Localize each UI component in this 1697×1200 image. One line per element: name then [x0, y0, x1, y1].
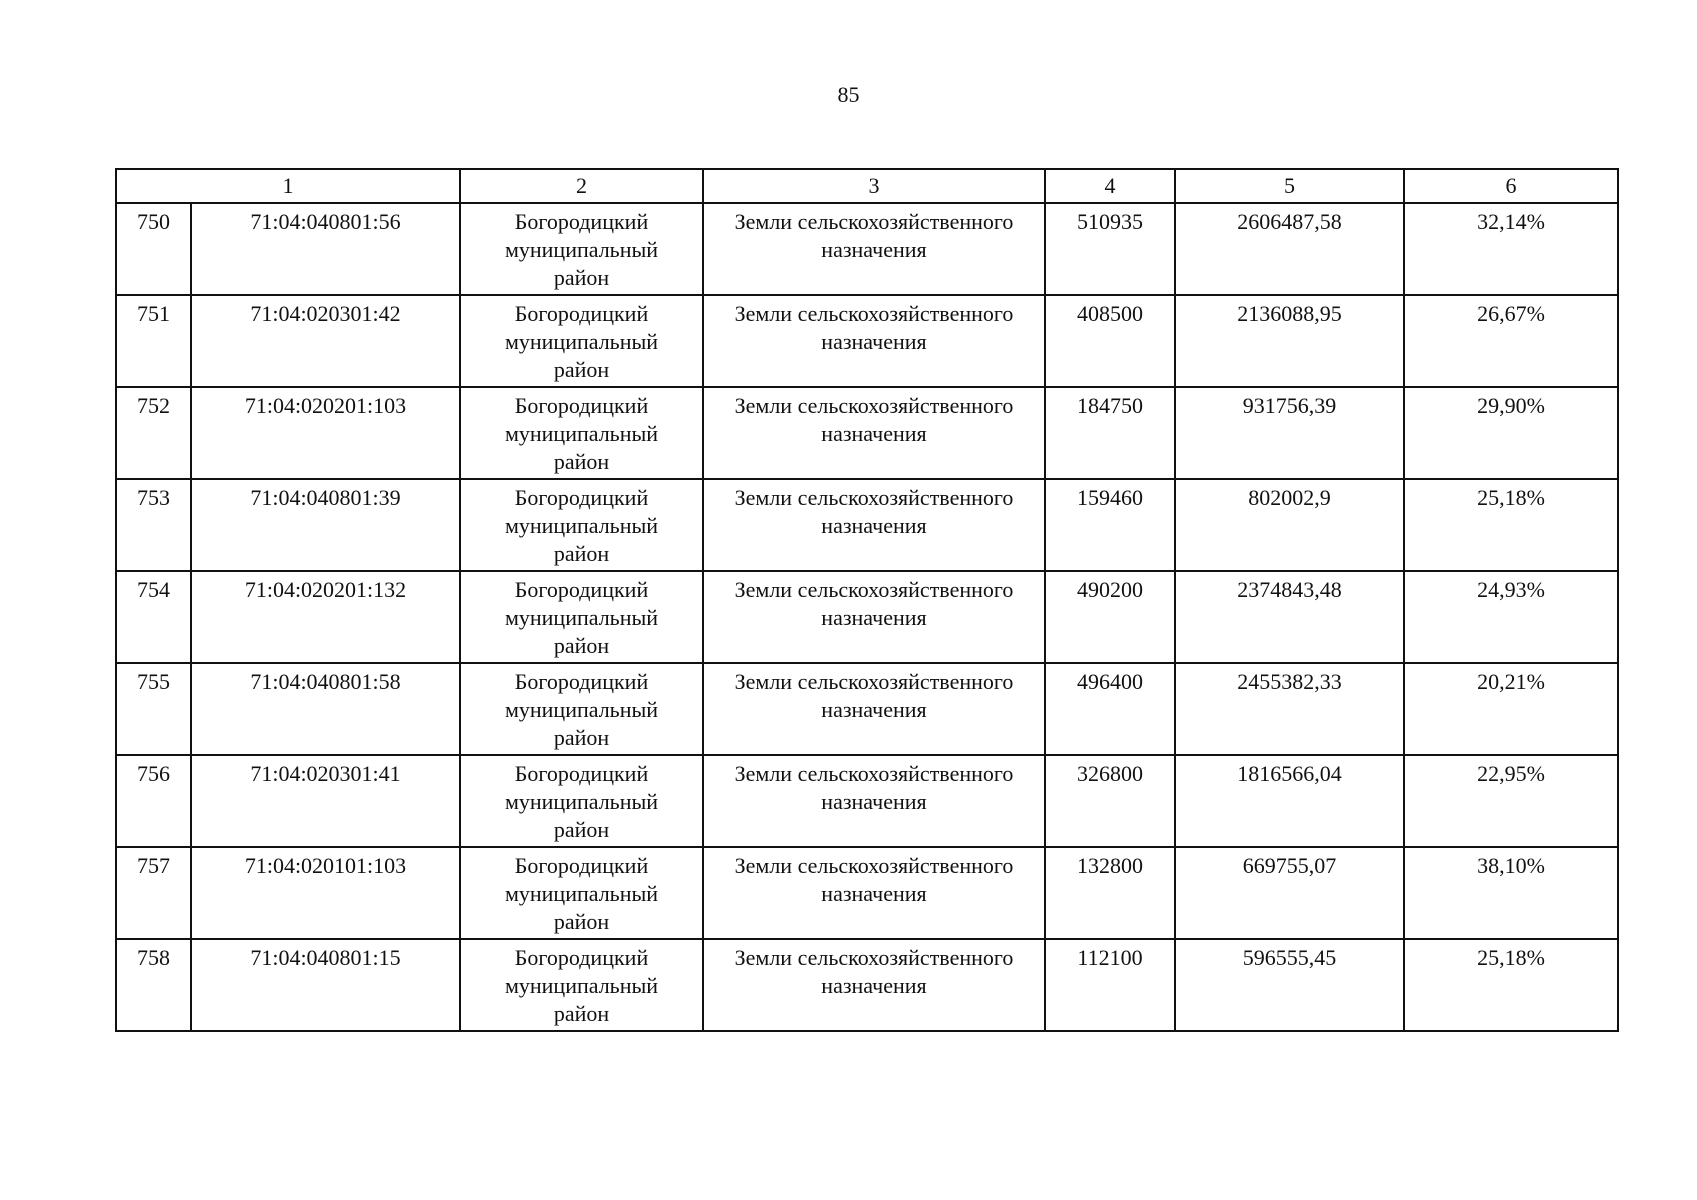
land-category-cell: [703, 939, 1045, 1031]
table-row: [116, 847, 1618, 939]
district-cell-line: район: [553, 1001, 610, 1026]
cadastral-value-cell: 2606487,58: [1175, 203, 1404, 295]
cadastral-number-cell: 71:04:020201:132: [191, 571, 460, 663]
district-cell-line: район: [553, 541, 610, 566]
land-category-cell: [703, 203, 1045, 295]
district-cell: [460, 479, 703, 571]
district-cell-line: Богородицкий: [514, 485, 649, 510]
column-header-5: 5: [1175, 169, 1404, 203]
area-cell: 132800: [1045, 847, 1175, 939]
cadastral-number-cell: 71:04:040801:56: [191, 203, 460, 295]
land-category-cell: [703, 295, 1045, 387]
row-number-cell: 751: [116, 295, 191, 387]
land-category-cell-line: Земли сельскохозяйственного: [734, 485, 1014, 510]
row-number-cell: 758: [116, 939, 191, 1031]
district-cell-line: муниципальный: [504, 237, 659, 262]
cadastral-value-cell: 1816566,04: [1175, 755, 1404, 847]
percent-cell: 25,18%: [1404, 479, 1618, 571]
percent-cell: 20,21%: [1404, 663, 1618, 755]
row-number-cell: 755: [116, 663, 191, 755]
land-category-cell-line: Земли сельскохозяйственного: [734, 577, 1014, 602]
percent-cell: 29,90%: [1404, 387, 1618, 479]
district-cell-line: муниципальный: [504, 605, 659, 630]
district-cell: [460, 939, 703, 1031]
area-cell: 112100: [1045, 939, 1175, 1031]
land-category-cell-line: назначения: [821, 789, 927, 814]
land-category-cell-line: назначения: [821, 881, 927, 906]
land-category-cell-line: Земли сельскохозяйственного: [734, 393, 1014, 418]
district-cell: [460, 295, 703, 387]
percent-cell: 32,14%: [1404, 203, 1618, 295]
land-category-cell-line: назначения: [821, 513, 927, 538]
district-cell: [460, 755, 703, 847]
land-plots-table: [115, 168, 1619, 1032]
land-category-cell: [703, 663, 1045, 755]
district-cell-line: Богородицкий: [514, 669, 649, 694]
percent-cell: 25,18%: [1404, 939, 1618, 1031]
district-cell-line: Богородицкий: [514, 209, 649, 234]
percent-cell: 26,67%: [1404, 295, 1618, 387]
table-row: [116, 203, 1618, 295]
percent-cell: 22,95%: [1404, 755, 1618, 847]
land-category-cell-line: Земли сельскохозяйственного: [734, 209, 1014, 234]
table-row: [116, 663, 1618, 755]
land-category-cell: [703, 387, 1045, 479]
area-cell: 326800: [1045, 755, 1175, 847]
table-row: [116, 939, 1618, 1031]
land-category-cell-line: назначения: [821, 973, 927, 998]
cadastral-value-cell: 802002,9: [1175, 479, 1404, 571]
district-cell: [460, 847, 703, 939]
land-category-cell: [703, 847, 1045, 939]
district-cell-line: район: [553, 449, 610, 474]
district-cell: [460, 663, 703, 755]
table-body: [116, 203, 1618, 1031]
land-category-cell-line: назначения: [821, 605, 927, 630]
cadastral-number-cell: 71:04:040801:15: [191, 939, 460, 1031]
cadastral-number-cell: 71:04:020301:42: [191, 295, 460, 387]
land-category-cell-line: Земли сельскохозяйственного: [734, 945, 1014, 970]
district-cell-line: Богородицкий: [514, 301, 649, 326]
table-row: [116, 571, 1618, 663]
land-category-cell-line: назначения: [821, 237, 927, 262]
cadastral-number-cell: 71:04:020101:103: [191, 847, 460, 939]
district-cell-line: район: [553, 725, 610, 750]
district-cell-line: муниципальный: [504, 881, 659, 906]
row-number-cell: 757: [116, 847, 191, 939]
area-cell: 184750: [1045, 387, 1175, 479]
row-number-cell: 753: [116, 479, 191, 571]
table-row: [116, 387, 1618, 479]
row-number-cell: 752: [116, 387, 191, 479]
cadastral-value-cell: 2136088,95: [1175, 295, 1404, 387]
table-row: [116, 295, 1618, 387]
district-cell: [460, 203, 703, 295]
district-cell-line: Богородицкий: [514, 577, 649, 602]
district-cell-line: муниципальный: [504, 513, 659, 538]
land-category-cell: [703, 571, 1045, 663]
table-row: [116, 479, 1618, 571]
cadastral-number-cell: 71:04:040801:39: [191, 479, 460, 571]
column-header-4: 4: [1045, 169, 1175, 203]
column-header-2: 2: [460, 169, 703, 203]
land-category-cell-line: назначения: [821, 697, 927, 722]
cadastral-number-cell: 71:04:020301:41: [191, 755, 460, 847]
district-cell-line: Богородицкий: [514, 761, 649, 786]
column-header-1: 1: [116, 169, 460, 203]
land-category-cell: [703, 479, 1045, 571]
percent-cell: 24,93%: [1404, 571, 1618, 663]
district-cell-line: муниципальный: [504, 329, 659, 354]
district-cell-line: муниципальный: [504, 421, 659, 446]
header-row: [116, 169, 1618, 203]
district-cell-line: Богородицкий: [514, 945, 649, 970]
district-cell-line: район: [553, 909, 610, 934]
cadastral-value-cell: 931756,39: [1175, 387, 1404, 479]
district-cell-line: район: [553, 357, 610, 382]
page-number: 85: [837, 82, 860, 107]
district-cell-line: Богородицкий: [514, 853, 649, 878]
land-category-cell-line: Земли сельскохозяйственного: [734, 761, 1014, 786]
district-cell-line: муниципальный: [504, 789, 659, 814]
cadastral-value-cell: 2455382,33: [1175, 663, 1404, 755]
district-cell-line: район: [553, 633, 610, 658]
district-cell: [460, 571, 703, 663]
district-cell-line: Богородицкий: [514, 393, 649, 418]
district-cell-line: муниципальный: [504, 697, 659, 722]
district-cell: [460, 387, 703, 479]
row-number-cell: 754: [116, 571, 191, 663]
area-cell: 159460: [1045, 479, 1175, 571]
land-category-cell-line: назначения: [821, 329, 927, 354]
row-number-cell: 750: [116, 203, 191, 295]
row-number-cell: 756: [116, 755, 191, 847]
cadastral-number-cell: 71:04:020201:103: [191, 387, 460, 479]
column-header-6: 6: [1404, 169, 1618, 203]
area-cell: 408500: [1045, 295, 1175, 387]
land-category-cell-line: Земли сельскохозяйственного: [734, 669, 1014, 694]
land-category-cell-line: Земли сельскохозяйственного: [734, 853, 1014, 878]
district-cell-line: муниципальный: [504, 973, 659, 998]
land-category-cell-line: назначения: [821, 421, 927, 446]
land-category-cell-line: Земли сельскохозяйственного: [734, 301, 1014, 326]
area-cell: 496400: [1045, 663, 1175, 755]
land-category-cell: [703, 755, 1045, 847]
district-cell-line: район: [553, 817, 610, 842]
cadastral-number-cell: 71:04:040801:58: [191, 663, 460, 755]
cadastral-value-cell: 2374843,48: [1175, 571, 1404, 663]
percent-cell: 38,10%: [1404, 847, 1618, 939]
district-cell-line: район: [553, 265, 610, 290]
table-row: [116, 755, 1618, 847]
cadastral-value-cell: 596555,45: [1175, 939, 1404, 1031]
area-cell: 510935: [1045, 203, 1175, 295]
cadastral-value-cell: 669755,07: [1175, 847, 1404, 939]
area-cell: 490200: [1045, 571, 1175, 663]
column-header-3: 3: [703, 169, 1045, 203]
